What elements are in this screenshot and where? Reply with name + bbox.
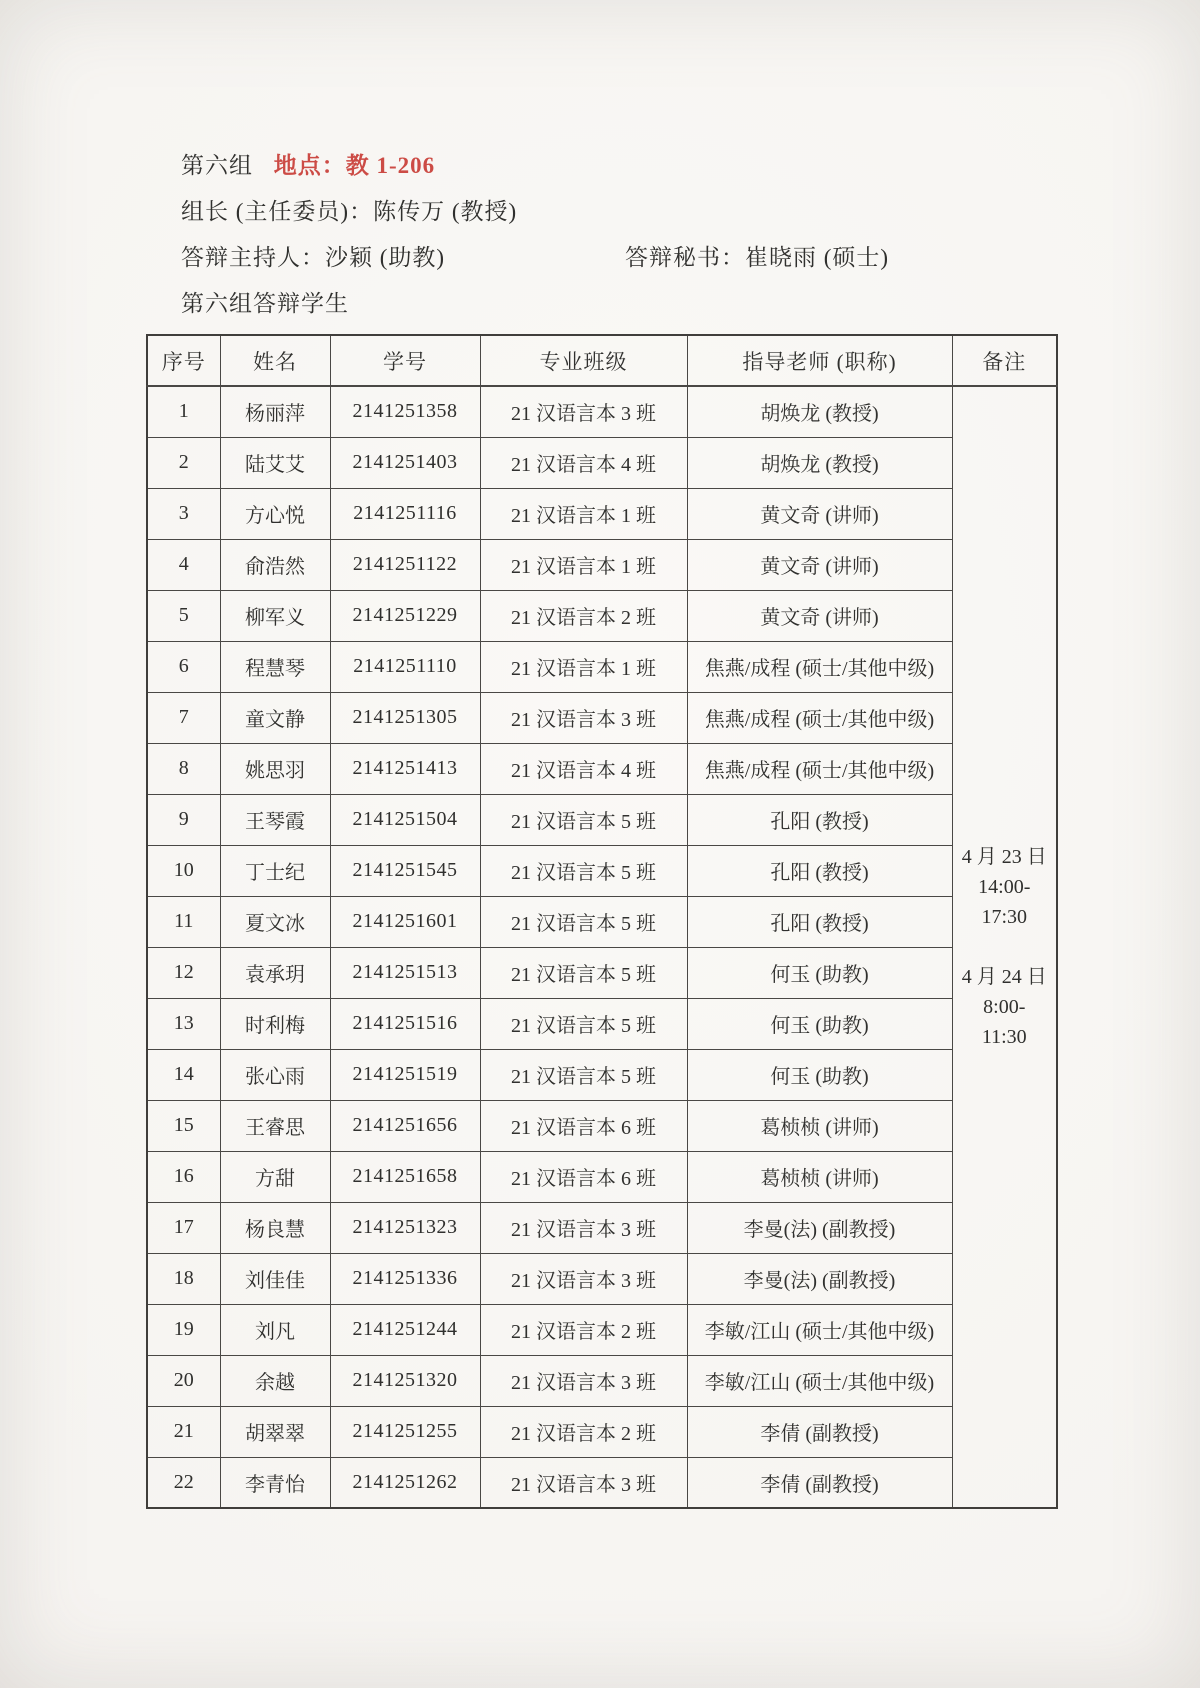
advisor-cell: 李曼(法) (副教授) xyxy=(687,1202,952,1253)
name-cell: 姚思羽 xyxy=(220,743,330,794)
student-row xyxy=(147,692,1057,743)
seq-cell: 21 xyxy=(147,1406,220,1457)
name-cell: 李青怡 xyxy=(220,1457,330,1508)
student-row xyxy=(147,386,1057,437)
advisor-cell: 黄文奇 (讲师) xyxy=(687,590,952,641)
class-cell: 21 汉语言本 3 班 xyxy=(480,1253,687,1304)
advisor-cell: 李倩 (副教授) xyxy=(687,1457,952,1508)
student-row xyxy=(147,1355,1057,1406)
student-id-cell: 2141251601 xyxy=(330,896,480,947)
seq-cell: 19 xyxy=(147,1304,220,1355)
name-cell: 方心悦 xyxy=(220,488,330,539)
student-id-cell: 2141251116 xyxy=(330,488,480,539)
name-cell: 余越 xyxy=(220,1355,330,1406)
student-id-cell: 2141251244 xyxy=(330,1304,480,1355)
seq-cell: 4 xyxy=(147,539,220,590)
student-id-cell: 2141251323 xyxy=(330,1202,480,1253)
student-id-cell: 2141251262 xyxy=(330,1457,480,1508)
advisor-cell: 何玉 (助教) xyxy=(687,947,952,998)
secretary-label: 答辩秘书：崔晓雨 (硕士) xyxy=(625,245,890,270)
advisor-cell: 葛桢桢 (讲师) xyxy=(687,1151,952,1202)
student-row xyxy=(147,1049,1057,1100)
remark-line xyxy=(953,932,1057,962)
advisor-cell: 胡焕龙 (教授) xyxy=(687,386,952,437)
student-row xyxy=(147,998,1057,1049)
name-cell: 方甜 xyxy=(220,1151,330,1202)
advisor-cell: 孔阳 (教授) xyxy=(687,845,952,896)
class-cell: 21 汉语言本 2 班 xyxy=(480,1304,687,1355)
name-cell: 王睿思 xyxy=(220,1100,330,1151)
student-row xyxy=(147,1457,1057,1508)
student-id-cell: 2141251305 xyxy=(330,692,480,743)
name-cell: 刘佳佳 xyxy=(220,1253,330,1304)
advisor-cell: 李敏/江山 (硕士/其他中级) xyxy=(687,1355,952,1406)
advisor-cell: 焦燕/成程 (硕士/其他中级) xyxy=(687,743,952,794)
advisor-cell: 焦燕/成程 (硕士/其他中级) xyxy=(687,641,952,692)
student-row xyxy=(147,590,1057,641)
host-label: 答辩主持人：沙颖 (助教) xyxy=(181,245,446,270)
remark-cell xyxy=(952,386,1057,1508)
seq-cell: 17 xyxy=(147,1202,220,1253)
student-row xyxy=(147,1253,1057,1304)
seq-cell: 16 xyxy=(147,1151,220,1202)
student-id-cell: 2141251229 xyxy=(330,590,480,641)
advisor-cell: 何玉 (助教) xyxy=(687,998,952,1049)
student-row xyxy=(147,1202,1057,1253)
advisor-cell: 孔阳 (教授) xyxy=(687,794,952,845)
seq-cell: 14 xyxy=(147,1049,220,1100)
name-cell: 夏文冰 xyxy=(220,896,330,947)
seq-cell: 18 xyxy=(147,1253,220,1304)
class-cell: 21 汉语言本 5 班 xyxy=(480,998,687,1049)
advisor-cell: 李敏/江山 (硕士/其他中级) xyxy=(687,1304,952,1355)
class-cell: 21 汉语言本 5 班 xyxy=(480,896,687,947)
student-row xyxy=(147,947,1057,998)
student-row xyxy=(147,1151,1057,1202)
class-cell: 21 汉语言本 5 班 xyxy=(480,947,687,998)
seq-cell: 3 xyxy=(147,488,220,539)
students-title: 第六组答辩学生 xyxy=(181,291,349,316)
student-id-cell: 2141251255 xyxy=(330,1406,480,1457)
defense-students-table xyxy=(146,334,1058,1509)
seq-cell: 8 xyxy=(147,743,220,794)
name-cell: 王琴霞 xyxy=(220,794,330,845)
seq-cell: 15 xyxy=(147,1100,220,1151)
advisor-cell: 焦燕/成程 (硕士/其他中级) xyxy=(687,692,952,743)
class-cell: 21 汉语言本 1 班 xyxy=(480,539,687,590)
student-row xyxy=(147,794,1057,845)
seq-cell: 10 xyxy=(147,845,220,896)
student-id-cell: 2141251545 xyxy=(330,845,480,896)
student-id-cell: 2141251519 xyxy=(330,1049,480,1100)
remark-line: 17:30 xyxy=(981,906,1028,928)
student-id-cell: 2141251658 xyxy=(330,1151,480,1202)
student-row xyxy=(147,539,1057,590)
student-id-cell: 2141251516 xyxy=(330,998,480,1049)
student-row xyxy=(147,1406,1057,1457)
student-row xyxy=(147,488,1057,539)
class-cell: 21 汉语言本 2 班 xyxy=(480,590,687,641)
leader-line: 组长 (主任委员)：陈传万 (教授) xyxy=(181,199,518,224)
name-cell: 丁士纪 xyxy=(220,845,330,896)
name-cell: 刘凡 xyxy=(220,1304,330,1355)
seq-cell: 11 xyxy=(147,896,220,947)
student-row xyxy=(147,1304,1057,1355)
student-row xyxy=(147,1100,1057,1151)
seq-cell: 7 xyxy=(147,692,220,743)
class-cell: 21 汉语言本 1 班 xyxy=(480,488,687,539)
column-header-name: 姓名 xyxy=(220,335,330,386)
column-header-class: 专业班级 xyxy=(480,335,687,386)
class-cell: 21 汉语言本 3 班 xyxy=(480,1202,687,1253)
host-secretary-line xyxy=(181,242,1200,274)
class-cell: 21 汉语言本 3 班 xyxy=(480,692,687,743)
advisor-cell: 黄文奇 (讲师) xyxy=(687,539,952,590)
table-body xyxy=(147,386,1057,1508)
student-row xyxy=(147,641,1057,692)
name-cell: 胡翠翠 xyxy=(220,1406,330,1457)
group-location-line xyxy=(181,150,1200,182)
remark-line: 4 月 23 日 xyxy=(961,846,1047,868)
name-cell: 程慧琴 xyxy=(220,641,330,692)
class-cell: 21 汉语言本 1 班 xyxy=(480,641,687,692)
column-header-seq: 序号 xyxy=(147,335,220,386)
student-row xyxy=(147,437,1057,488)
remark-line: 8:00- xyxy=(983,996,1026,1018)
group-number-label: 第六组 xyxy=(181,153,253,178)
student-id-cell: 2141251504 xyxy=(330,794,480,845)
class-cell: 21 汉语言本 5 班 xyxy=(480,845,687,896)
name-cell: 柳军义 xyxy=(220,590,330,641)
seq-cell: 1 xyxy=(147,386,220,437)
remark-line: 11:30 xyxy=(981,1026,1027,1048)
seq-cell: 20 xyxy=(147,1355,220,1406)
class-cell: 21 汉语言本 3 班 xyxy=(480,1457,687,1508)
advisor-cell: 葛桢桢 (讲师) xyxy=(687,1100,952,1151)
column-header-remark: 备注 xyxy=(952,335,1057,386)
student-id-cell: 2141251513 xyxy=(330,947,480,998)
class-cell: 21 汉语言本 2 班 xyxy=(480,1406,687,1457)
student-id-cell: 2141251122 xyxy=(330,539,480,590)
name-cell: 童文静 xyxy=(220,692,330,743)
name-cell: 时利梅 xyxy=(220,998,330,1049)
student-id-cell: 2141251110 xyxy=(330,641,480,692)
class-cell: 21 汉语言本 6 班 xyxy=(480,1100,687,1151)
advisor-cell: 李倩 (副教授) xyxy=(687,1406,952,1457)
student-id-cell: 2141251656 xyxy=(330,1100,480,1151)
student-id-cell: 2141251413 xyxy=(330,743,480,794)
name-cell: 陆艾艾 xyxy=(220,437,330,488)
class-cell: 21 汉语言本 3 班 xyxy=(480,386,687,437)
name-cell: 张心雨 xyxy=(220,1049,330,1100)
location-label: 地点：教 1-206 xyxy=(273,153,436,178)
class-cell: 21 汉语言本 4 班 xyxy=(480,437,687,488)
column-header-student-id: 学号 xyxy=(330,335,480,386)
advisor-cell: 黄文奇 (讲师) xyxy=(687,488,952,539)
class-cell: 21 汉语言本 3 班 xyxy=(480,1355,687,1406)
advisor-cell: 何玉 (助教) xyxy=(687,1049,952,1100)
name-cell: 杨丽萍 xyxy=(220,386,330,437)
seq-cell: 12 xyxy=(147,947,220,998)
seq-cell: 2 xyxy=(147,437,220,488)
student-id-cell: 2141251403 xyxy=(330,437,480,488)
advisor-cell: 孔阳 (教授) xyxy=(687,896,952,947)
seq-cell: 6 xyxy=(147,641,220,692)
seq-cell: 9 xyxy=(147,794,220,845)
remark-line: 14:00- xyxy=(978,876,1031,898)
name-cell: 袁承玥 xyxy=(220,947,330,998)
student-id-cell: 2141251336 xyxy=(330,1253,480,1304)
class-cell: 21 汉语言本 5 班 xyxy=(480,794,687,845)
student-id-cell: 2141251358 xyxy=(330,386,480,437)
seq-cell: 13 xyxy=(147,998,220,1049)
class-cell: 21 汉语言本 4 班 xyxy=(480,743,687,794)
table-header-row xyxy=(147,335,1057,386)
advisor-cell: 李曼(法) (副教授) xyxy=(687,1253,952,1304)
student-row xyxy=(147,743,1057,794)
student-row xyxy=(147,896,1057,947)
student-id-cell: 2141251320 xyxy=(330,1355,480,1406)
seq-cell: 22 xyxy=(147,1457,220,1508)
advisor-cell: 胡焕龙 (教授) xyxy=(687,437,952,488)
column-header-advisor: 指导老师 (职称) xyxy=(687,335,952,386)
seq-cell: 5 xyxy=(147,590,220,641)
remark-line: 4 月 24 日 xyxy=(961,966,1047,988)
class-cell: 21 汉语言本 6 班 xyxy=(480,1151,687,1202)
student-row xyxy=(147,845,1057,896)
class-cell: 21 汉语言本 5 班 xyxy=(480,1049,687,1100)
name-cell: 杨良慧 xyxy=(220,1202,330,1253)
name-cell: 俞浩然 xyxy=(220,539,330,590)
